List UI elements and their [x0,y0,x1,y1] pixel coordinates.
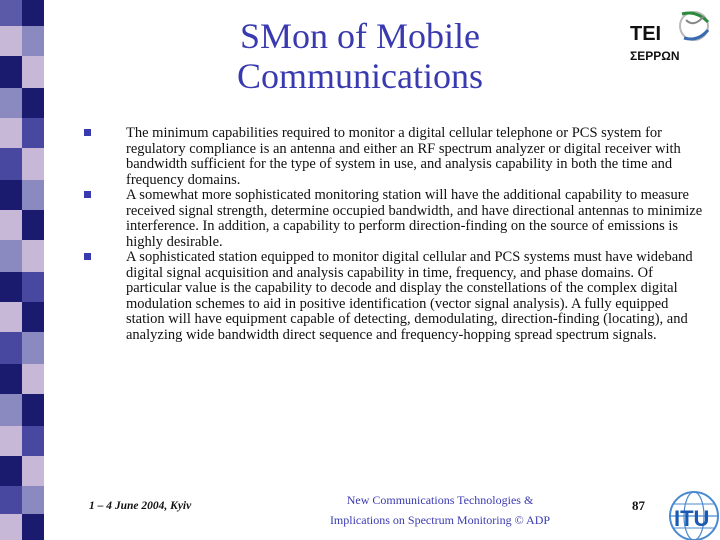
title-line-1: SMon of Mobile [239,16,480,56]
itu-logo-text: ITU [674,506,710,531]
bullet-text: A sophisticated station equipped to monitor digital cellular and PCS systems must have wideband digital signal acquisition and analysis capability in time, frequency, and phase domains. Of particular value is the capability to decode and display the constellations of the complex digital modulation schemes to aid in positive identification (vector signal analysis). A fully equipped station will have equipment capable of detecting, demodulating, direction-finding (locating), and analyzing wide bandwidth direct sequence and frequency-hopping spread spectrum signals. [126,249,693,343]
tei-logo [624,6,714,66]
decorative-stripe [0,0,44,540]
bullet-square-icon [84,253,91,260]
bullet-item [84,126,704,188]
page-number: 87 [632,498,645,513]
tei-swirl-icon [680,12,708,40]
footer-line-1: New Communications Technologies & [346,493,534,507]
bullet-text: The minimum capabilities required to monitor a digital cellular telephone or PCS system for regulatory compliance is an antenna and either an RF spectrum analyzer or digital receiver with bandwidth sufficient for the type of system in use, and analysis capability in both the time and frequency domains. [126,125,681,188]
footer-line-2: Implications on Spectrum Monitoring © ADP [329,513,551,527]
bullet-square-icon [84,191,91,198]
bullet-list [84,126,704,343]
bullet-item [84,188,704,250]
slide-title [180,16,540,96]
bullet-text: A somewhat more sophisticated monitoring station will have the additional capability to measure received signal strength, determine occupied bandwidth, and have directional antennas to minimize interference. In addition, a capability to perform direction-finding on the source of emissions is highly desirable. [126,187,703,250]
bullet-item [84,250,704,343]
tei-logo-text: TEI [630,23,662,45]
tei-logo-subtext: ΣΕΡΡΩΝ [630,49,680,63]
footer-date-location: 1 – 4 June 2004, Kyiv [89,500,192,512]
bullet-square-icon [84,129,91,136]
title-line-2: Communications [237,56,483,96]
footer-conference-title [290,490,590,530]
itu-logo [660,486,720,540]
